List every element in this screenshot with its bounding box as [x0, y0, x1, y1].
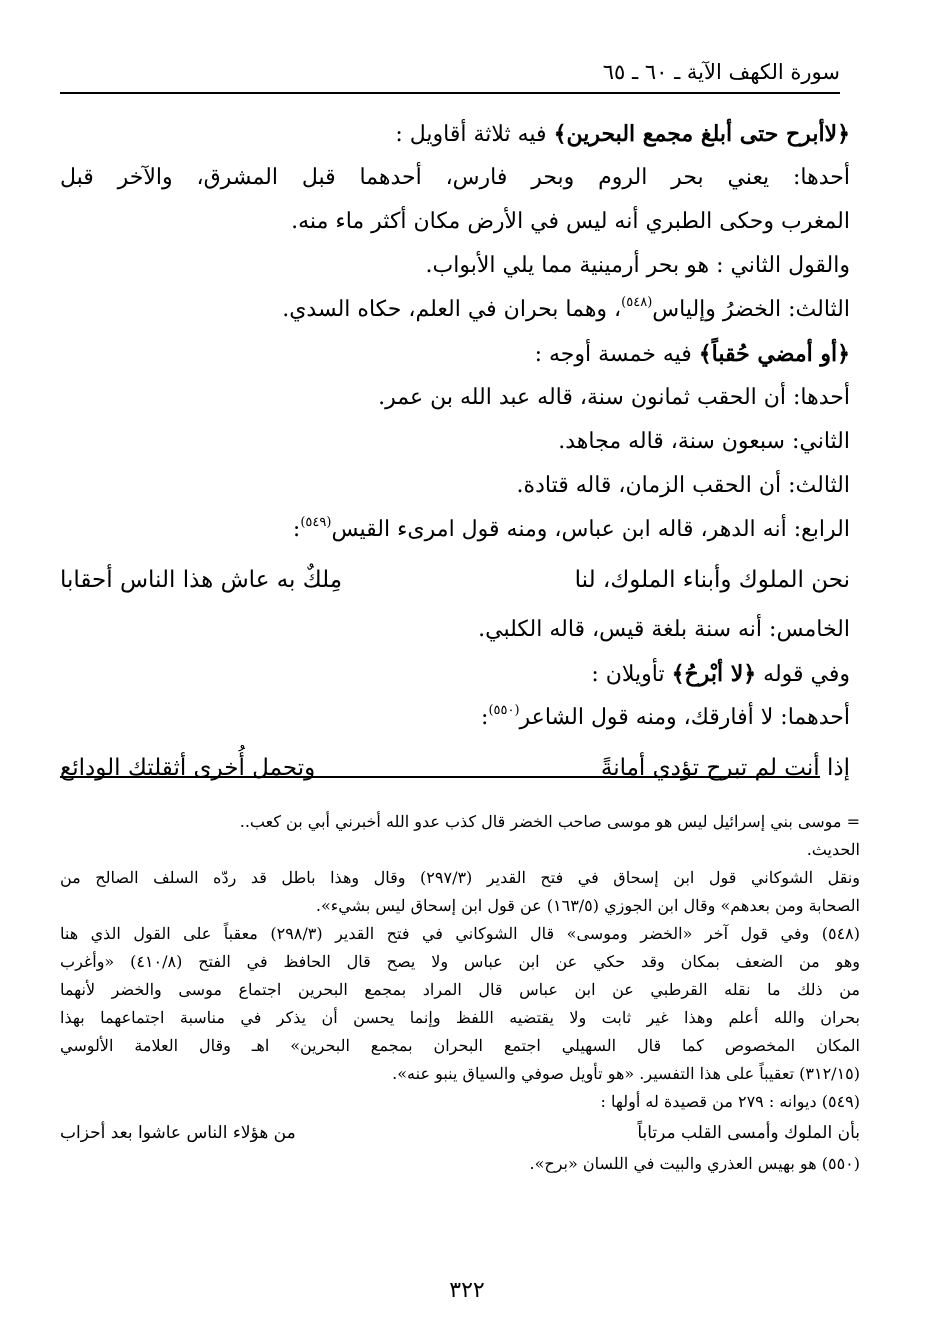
verse-second-hemistich: وتحمل أُخرى أثقلتك الودائع: [60, 755, 316, 781]
text-line: [60, 288, 850, 332]
footnotes: [60, 808, 860, 1178]
page-number: ٣٢٢: [449, 1278, 485, 1303]
footnote-line: الحديث.: [806, 840, 860, 859]
footnote-line: ونقل الشوكاني قول ابن إسحاق في فتح القدير (٢٩٧/٣) وقال وهذا باطل قد ردّه السلف الصالح من: [60, 868, 860, 887]
quran-quote: ﴿أو أمضي حُقباً﴾: [698, 341, 850, 367]
text-line: أحدها: يعني بحر الروم وبحر فارس، أحدهما قبل المشرق، والآخر قبل: [60, 165, 850, 190]
footnote-verse: [60, 1116, 860, 1150]
footnote-ref: (٥٥٠): [488, 703, 520, 718]
running-header: [60, 56, 840, 94]
text-span: الرابع: أنه الدهر، قاله ابن عباس، ومنه قول امرىء القيس: [331, 517, 850, 542]
text-line: الثاني: سبعون سنة، قاله مجاهد.: [558, 429, 850, 454]
text-span: وفي قوله: [756, 662, 850, 687]
poetry-verse: [60, 740, 850, 796]
text-line: والقول الثاني : هو بحر أرمينية مما يلي الأبواب.: [425, 253, 850, 278]
text-line: [60, 652, 850, 696]
footnote-line: (٣١٢/١٥) تعقيباً على هذا التفسير. «هو تأويل صوفي والسياق ينبو عنه».: [392, 1064, 860, 1083]
text-line: الثالث: أن الحقب الزمان، قاله قتادة.: [516, 473, 850, 498]
text-line: أحدها: أن الحقب ثمانون سنة، قاله عبد الله بن عمر.: [378, 385, 850, 410]
text-span: :: [292, 517, 301, 542]
text-line: [60, 696, 850, 740]
header-title: سورة الكهف الآية ـ ٦٠ ـ ٦٥: [602, 60, 840, 84]
text-span: فيه ثلاثة أقاويل :: [395, 122, 554, 147]
footnote-divider: [60, 776, 820, 778]
text-line: المغرب وحكى الطبري أنه ليس في الأرض مكان أكثر ماء منه.: [291, 209, 850, 234]
header-divider: [60, 92, 840, 94]
quran-quote: ﴿لا أبْرحُ﴾: [671, 661, 757, 687]
text-line: الخامس: أنه سنة بلغة قيس، قاله الكلبي.: [478, 617, 850, 642]
verse-first-hemistich: نحن الملوك وأبناء الملوك، لنا: [574, 567, 850, 593]
footnote-line: (٥٤٨) وفي قول آخر «الخضر وموسى» قال الشوكاني في فتح القدير (٢٩٨/٣) معقباً على القول الذي هنا: [60, 924, 860, 943]
footnote-line: وهو من الضعف بمكان وقد حكي عن ابن عباس ولا يصح قال الحافظ في الفتح (٤١٠/٨) «وأغرب: [60, 952, 860, 971]
footnote-line: الصحابة ومن بعدهم» وقال ابن الجوزي (١٦٣/٥) عن قول ابن إسحاق ليس بشيء».: [315, 896, 860, 915]
footnote-line: = موسى بني إسرائيل ليس هو موسى صاحب الخضر قال كذب عدو الله أخبرني أبي بن كعب..: [239, 812, 860, 831]
footnote-line: (٥٤٩) ديوانه : ٢٧٩ من قصيدة له أولها :: [600, 1092, 860, 1111]
verse-first-hemistich: بأن الملوك وأمسى القلب مرتاباً: [637, 1123, 860, 1143]
text-span: فيه خمسة أوجه :: [534, 342, 699, 367]
footnote-ref: (٥٤٨): [621, 295, 653, 310]
footnote-line: (٥٥٠) هو بهيس العذري والبيت في اللسان «برح».: [529, 1154, 860, 1173]
footnote-line: من ذلك ما نقله القرطبي عن ابن عباس قال المراد بمجمع البحرين اجتماع موسى والخضر لأنهما: [60, 980, 860, 999]
footnote-line: المكان المخصوص كما قال السهيلي اجتمع البحران بمجمع البحرين» اهـ وقال العلامة الألوسي: [60, 1036, 860, 1055]
quran-quote: ﴿لاأبرح حتى أبلغ مجمع البحرين﴾: [553, 121, 850, 147]
text-span: تأويلان :: [591, 662, 672, 687]
footnote-ref: (٥٤٩): [300, 515, 332, 530]
text-span: :: [481, 705, 489, 730]
verse-second-hemistich: من هؤلاء الناس عاشوا بعد أحزاب: [60, 1123, 296, 1143]
text-span: ، وهما بحران في العلم، حكاه السدي.: [282, 297, 622, 322]
verse-second-hemistich: مِلكٌ به عاش هذا الناس أحقابا: [60, 567, 343, 593]
text-line: [60, 508, 850, 552]
text-line: [60, 332, 850, 376]
text-span: أحدهما: لا أفارقك، ومنه قول الشاعر: [519, 705, 850, 730]
main-text: [60, 112, 850, 796]
verse-first-hemistich: إذا أنت لم تبرح تؤدي أمانةً: [600, 755, 850, 781]
footnote-line: بحران والله أعلم وهذا غير ثابت ولا يقتضيه اللفظ وإنما يحسن أن يذكر في مناسبة اجتماعهما بهذا: [60, 1008, 860, 1027]
text-line: [60, 112, 850, 156]
text-span: الثالث: الخضرُ وإلياس: [652, 297, 850, 322]
poetry-verse: [60, 552, 850, 608]
